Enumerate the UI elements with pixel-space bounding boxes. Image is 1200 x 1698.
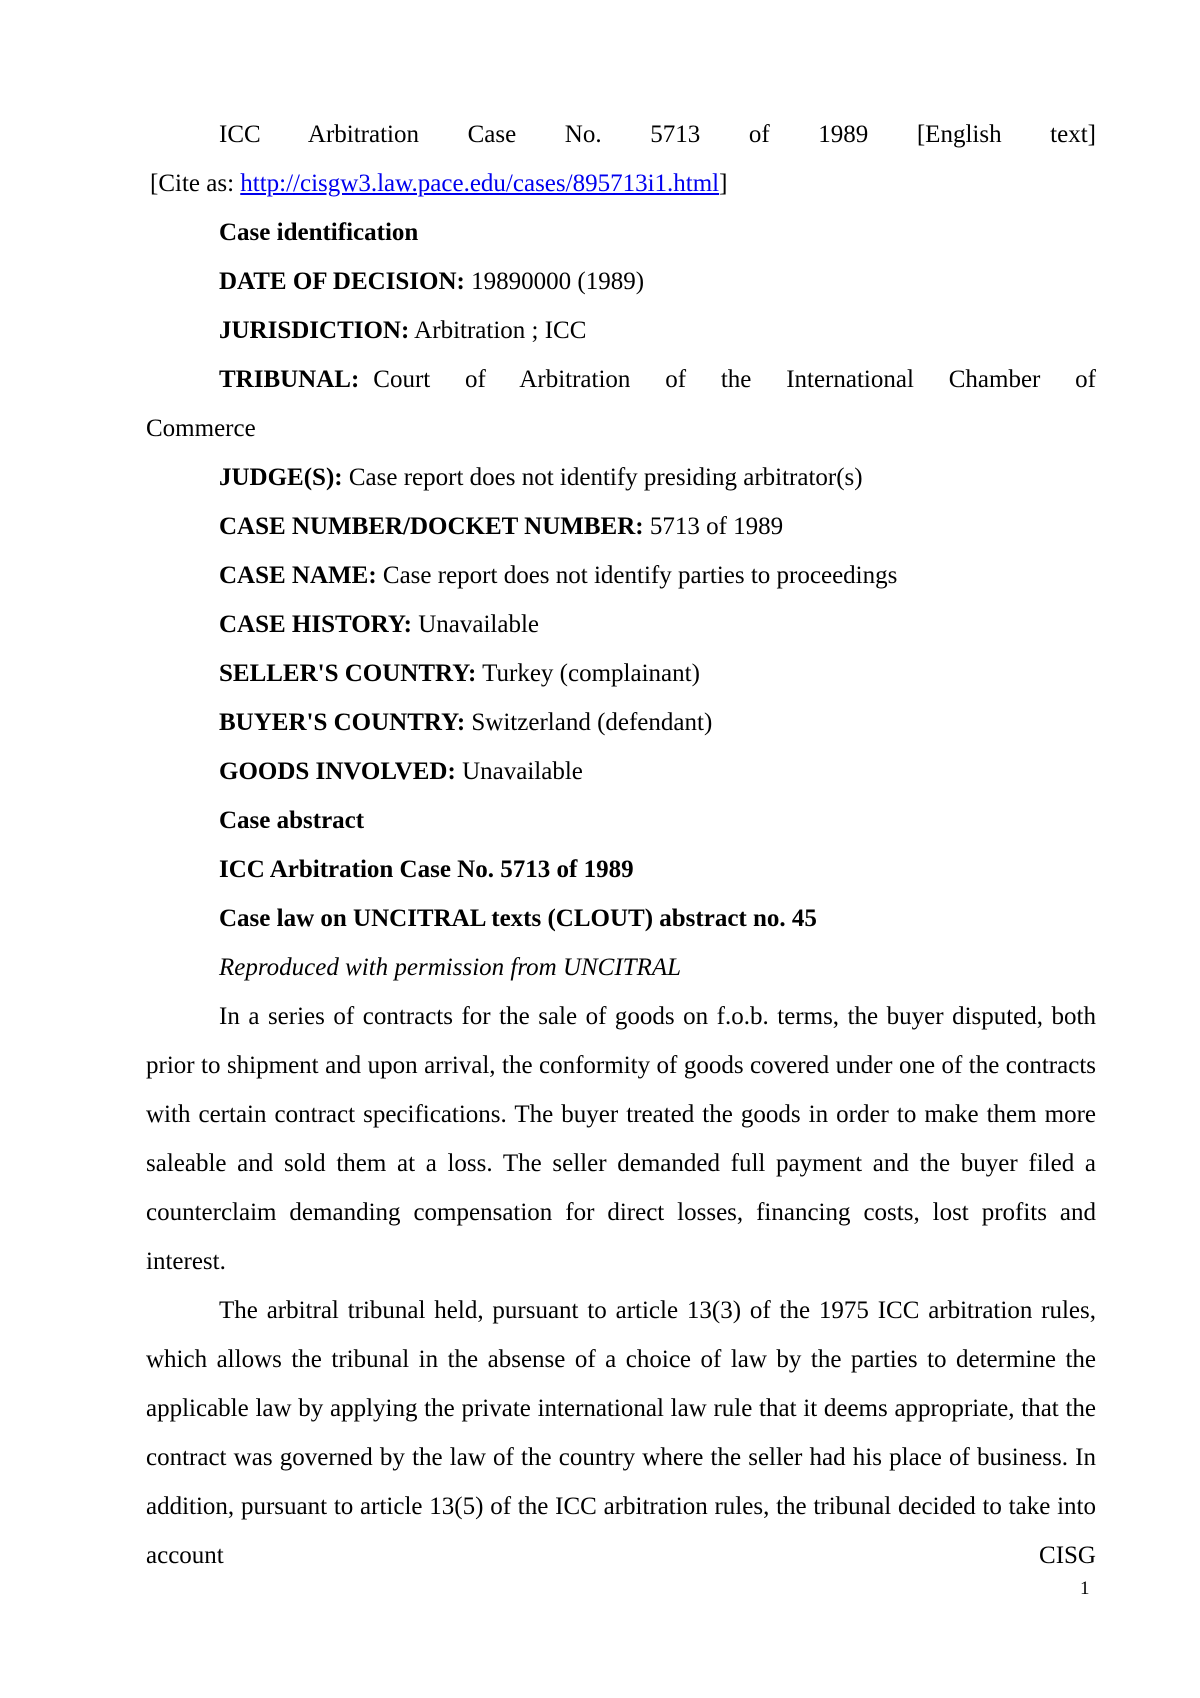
field-buyers-country bbox=[146, 698, 1096, 747]
field-tribunal bbox=[146, 355, 1096, 404]
field-value: Court of Arbitration of the International Chamber of bbox=[373, 366, 1096, 393]
field-value: Unavailable bbox=[411, 611, 539, 638]
field-case-name bbox=[146, 551, 1096, 600]
document-title: ICC Arbitration Case No. 5713 of 1989 [English text] bbox=[219, 121, 1096, 148]
field-goods-involved bbox=[146, 747, 1096, 796]
field-label: CASE HISTORY: bbox=[219, 611, 412, 638]
field-case-number bbox=[146, 502, 1096, 551]
field-label: JURISDICTION: bbox=[219, 317, 410, 344]
case-identification-heading: Case identification bbox=[219, 219, 419, 246]
field-value: Case report does not identify parties to proceedings bbox=[376, 562, 898, 589]
field-label: JUDGE(S): bbox=[219, 464, 343, 491]
field-value: Turkey (complainant) bbox=[476, 660, 700, 687]
field-label: BUYER'S COUNTRY: bbox=[219, 709, 466, 736]
field-label: TRIBUNAL: bbox=[219, 366, 360, 393]
abstract-paragraph-2: The arbitral tribunal held, pursuant to article 13(3) of the 1975 ICC arbitration rules, which allows the tribunal in the absense of a choice of law by the parties to determine the applicable law by applying the private international law rule that it deems appropriate, that the contract was governed by the law of the country where the seller had his place of business. In addition, pursuant to article 13(5) of the ICC arbitration rules, the tribunal decided to take into account CISG bbox=[146, 1297, 1096, 1569]
citation-link[interactable]: http://cisgw3.law.pace.edu/cases/895713i1.html bbox=[240, 170, 720, 197]
field-label: GOODS INVOLVED: bbox=[219, 758, 456, 785]
field-tribunal-continued: Commerce bbox=[146, 415, 256, 442]
citation-close: ] bbox=[719, 170, 728, 197]
field-date-of-decision bbox=[146, 257, 1096, 306]
field-value: 19890000 (1989) bbox=[464, 268, 645, 295]
field-judges bbox=[146, 453, 1096, 502]
page-number: 1 bbox=[1080, 1578, 1090, 1599]
field-value: 5713 of 1989 bbox=[643, 513, 784, 540]
field-label: CASE NAME: bbox=[219, 562, 377, 589]
field-jurisdiction bbox=[146, 306, 1096, 355]
field-value: Switzerland (defendant) bbox=[465, 709, 713, 736]
field-value: Case report does not identify presiding arbitrator(s) bbox=[342, 464, 863, 491]
case-abstract-heading: Case abstract bbox=[219, 807, 365, 834]
abstract-subheading-clout: Case law on UNCITRAL texts (CLOUT) abstract no. 45 bbox=[219, 905, 817, 932]
field-value: Unavailable bbox=[455, 758, 583, 785]
permission-note: Reproduced with permission from UNCITRAL bbox=[219, 954, 682, 981]
abstract-subheading-case: ICC Arbitration Case No. 5713 of 1989 bbox=[219, 856, 634, 883]
citation-line bbox=[150, 159, 1096, 208]
field-label: SELLER'S COUNTRY: bbox=[219, 660, 477, 687]
field-sellers-country bbox=[146, 649, 1096, 698]
field-case-history bbox=[146, 600, 1096, 649]
field-value: Arbitration ; ICC bbox=[409, 317, 587, 344]
field-label: CASE NUMBER/DOCKET NUMBER: bbox=[219, 513, 644, 540]
document-page bbox=[146, 110, 1096, 1580]
citation-open: [Cite as: bbox=[150, 170, 241, 197]
abstract-paragraph-1: In a series of contracts for the sale of goods on f.o.b. terms, the buyer disputed, both prior to shipment and upon arrival, the conformity of goods covered under one of the contracts with certain contract specifications. The buyer treated the goods in order to make them more saleable and sold them at a loss. The seller demanded full payment and the buyer filed a counterclaim demanding compensation for direct losses, financing costs, lost profits and interest. bbox=[146, 1003, 1096, 1275]
field-label: DATE OF DECISION: bbox=[219, 268, 465, 295]
